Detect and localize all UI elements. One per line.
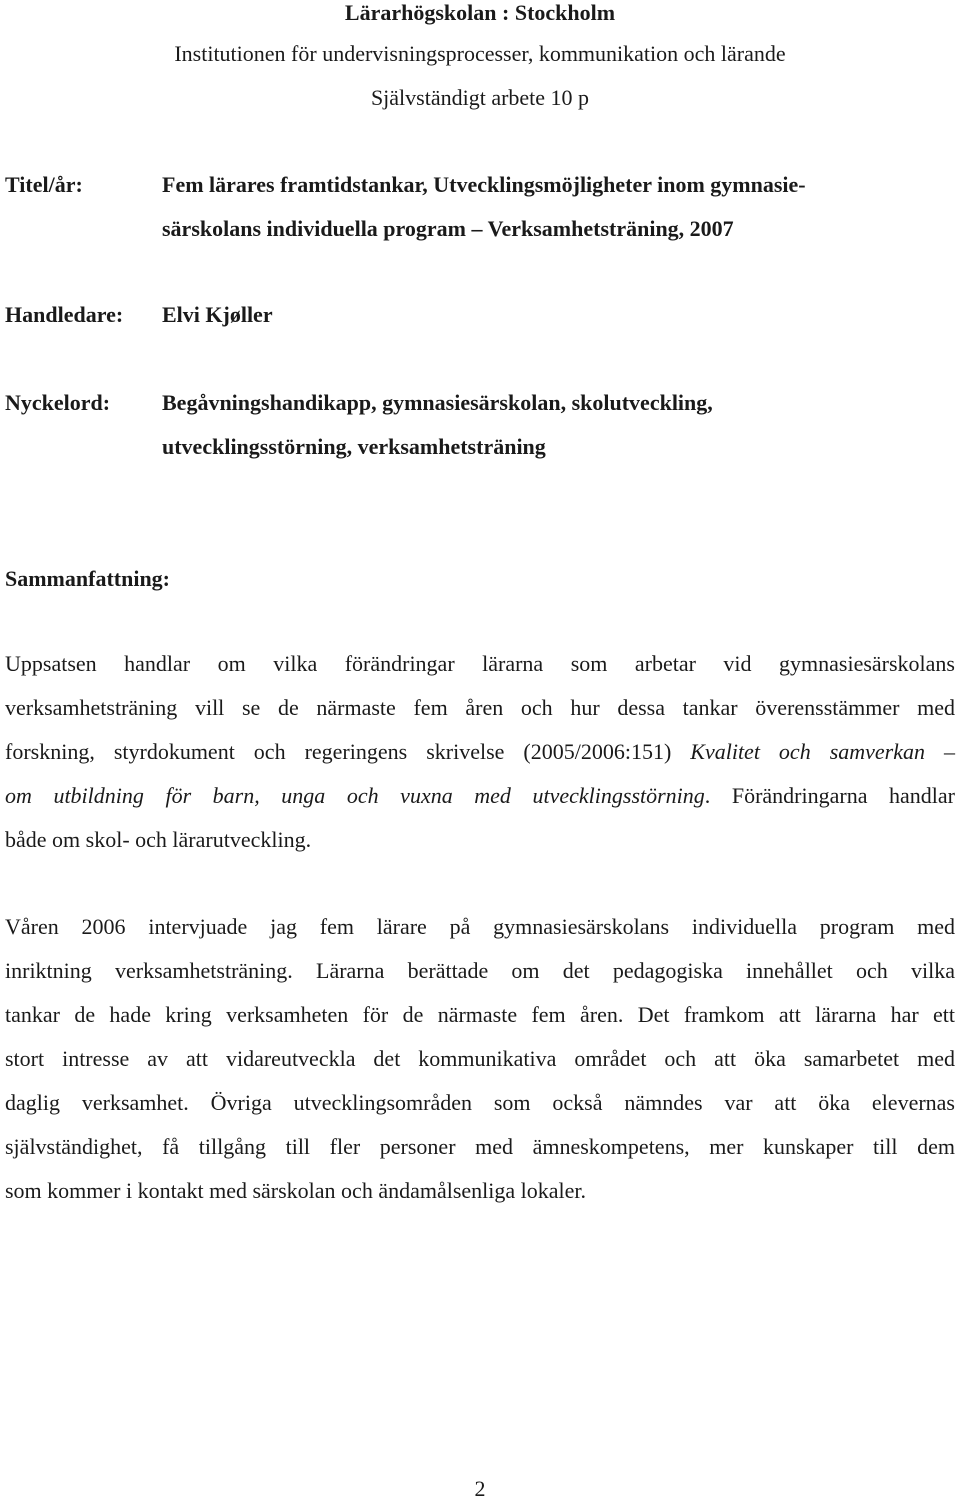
cited-document-title: Kvalitet och samverkan – xyxy=(690,739,955,764)
supervisor-value: Elvi Kjøller xyxy=(162,302,273,327)
paragraph-line: både om skol- och lärarutveckling. xyxy=(5,827,312,852)
paragraph-line: inriktning verksamhetsträning. Lärarna berättade om det pedagogiska innehållet och vilka xyxy=(5,958,955,983)
title-value xyxy=(162,163,806,251)
page-number: 2 xyxy=(474,1476,486,1501)
keywords-value xyxy=(162,381,713,469)
paragraph-line: Våren 2006 intervjuade jag fem lärare på gymnasiesärskolans individuella program med xyxy=(5,914,955,939)
paragraph-line: självständighet, få tillgång till fler personer med ämneskompetens, mer kunskaper till dem xyxy=(5,1134,955,1159)
keywords-label: Nyckelord: xyxy=(5,390,111,415)
keywords-line: utvecklingsstörning, verksamhetsträning xyxy=(162,434,546,459)
title-label: Titel/år: xyxy=(5,172,83,197)
summary-paragraph-2 xyxy=(5,905,955,1213)
cited-document-title: om utbildning för barn, unga och vuxna med utvecklingsstörning xyxy=(5,783,705,808)
title-line: särskolans individuella program – Verksamhetsträning, 2007 xyxy=(162,216,734,241)
keywords-line: Begåvningshandikapp, gymnasiesärskolan, skolutveckling, xyxy=(162,390,713,415)
paragraph-line: som kommer i kontakt med särskolan och ändamålsenliga lokaler. xyxy=(5,1178,587,1203)
paragraph-line: stort intresse av att vidareutveckla det kommunikativa området och att öka samarbetet med xyxy=(5,1046,955,1071)
title-line: Fem lärares framtidstankar, Utvecklingsmöjligheter inom gymnasie- xyxy=(162,172,806,197)
paragraph-line: Uppsatsen handlar om vilka förändringar lärarna som arbetar vid gymnasiesärskolans xyxy=(5,651,955,676)
summary-paragraph-1 xyxy=(5,642,955,862)
paragraph-line xyxy=(5,774,955,818)
summary-heading: Sammanfattning: xyxy=(5,566,171,591)
paragraph-line: tankar de hade kring verksamheten för de närmaste fem åren. Det framkom att lärarna har ett xyxy=(5,1002,955,1027)
paragraph-line: daglig verksamhet. Övriga utvecklingsområden som också nämndes var att öka elevernas xyxy=(5,1090,955,1115)
department-name: Institutionen för undervisningsprocesser, kommunikation och lärande xyxy=(174,41,786,66)
supervisor-label: Handledare: xyxy=(5,302,124,327)
paragraph-line xyxy=(5,730,955,774)
course-name: Självständigt arbete 10 p xyxy=(370,85,590,110)
paragraph-line: verksamhetsträning vill se de närmaste fem åren och hur dessa tankar överensstämmer med xyxy=(5,695,955,720)
institution-title: Lärarhögskolan : Stockholm xyxy=(344,0,616,25)
paragraph-text: . Förändringarna handlar xyxy=(704,783,956,808)
paragraph-text: forskning, styrdokument och regeringens skrivelse (2005/2006:151) xyxy=(5,739,691,764)
